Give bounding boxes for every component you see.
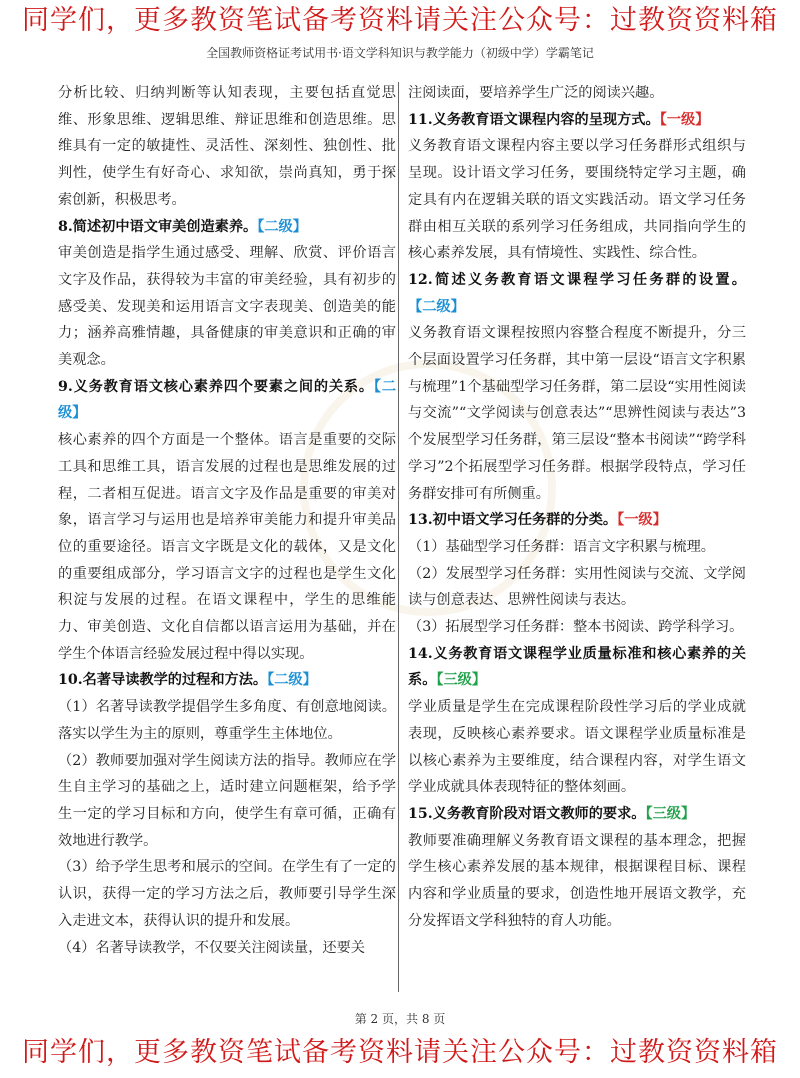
q11-level: 【一级】 bbox=[659, 111, 710, 128]
q9-title: 9.义务教育语文核心素养四个要素之间的关系。 bbox=[58, 378, 374, 395]
q15-level: 【三级】 bbox=[645, 805, 696, 822]
q14-title: 14.义务教育语文课程学业质量标准和核心素养的关系。 bbox=[408, 645, 746, 689]
q15-body: 教师要准确理解义务教育语文课程的基本理念，把握学生核心素养发展的基本规律，根据课程目标、课程内容和学业质量的要求，创造性地开展语文教学，充分发挥语文学科独特的育人功能。 bbox=[408, 832, 746, 929]
left-column bbox=[58, 80, 396, 961]
q8-body: 审美创造是指学生通过感受、理解、欣赏、评价语言文字及作品，获得较为丰富的审美经验，具有初步的感受美、发现美和运用语言文字表现美、创造美的能力；涵养高雅情趣，具备健康的审美意识和正确的审美观念。 bbox=[58, 245, 396, 369]
q8-title: 8.简述初中语文审美创造素养。 bbox=[58, 218, 258, 235]
q14-body: 学业质量是学生在完成课程阶段性学习后的学业成就表现，反映核心素养要求。语文课程学业质量标准是以核心素养为主要维度，结合课程内容，对学生语文学业成就具体表现特征的整体刻画。 bbox=[408, 699, 746, 796]
q12-title: 12.简述义务教育语文课程学习任务群的设置。 bbox=[408, 271, 746, 288]
book-subtitle: 全国教师资格证考试用书·语文学科知识与教学能力（初级中学）学霸笔记 bbox=[206, 46, 594, 60]
right-continuation: 注阅读面，要培养学生广泛的阅读兴趣。 bbox=[408, 85, 664, 101]
right-column bbox=[408, 80, 746, 935]
q9-body: 核心素养的四个方面是一个整体。语言是重要的交际工具和思维工具，语言发展的过程也是思维发展的过程，二者相互促进。语言文字及作品是重要的审美对象，语言学习与运用也是培养审美能力和提升审美品位的重要途径。语言文字既是文化的载体，又是文化的重要组成部分，学习语言文字的过程也是学生文化积淀与发展的过程。在语文课程中，学生的思维能力、审美创造、文化自信都以语言运用为基础，并在学生个体语言经验发展过程中得以实现。 bbox=[58, 432, 396, 662]
q8-level: 【二级】 bbox=[257, 218, 307, 235]
q10-item: （4）名著导读教学，不仅要关注阅读量，还要关 bbox=[58, 939, 365, 956]
q13-level: 【一级】 bbox=[617, 512, 667, 529]
q11-body: 义务教育语文课程内容主要以学习任务群形式组织与呈现。设计语文学习任务，要围绕特定学习主题，确定具有内在逻辑关联的语文实践活动。语文学习任务群由相互关联的系列学习任务组成，共同指向学生的核心素养发展，具有情境性、实践性、综合性。 bbox=[408, 138, 746, 262]
q12-level: 【二级】 bbox=[408, 298, 465, 315]
q13-title: 13.初中语文学习任务群的分类。 bbox=[408, 512, 618, 529]
page-number: 第 2 页，共 8 页 bbox=[354, 1012, 446, 1026]
q9-level: 【二级】 bbox=[58, 378, 397, 422]
left-intro: 分析比较、归纳判断等认知表现，主要包括直觉思维、形象思维、逻辑思维、辩证思维和创造思维。思维具有一定的敏捷性、灵活性、深刻性、独创性、批判性，使学生有好奇心、求知欲，崇尚真知，勇于探索创新，积极思考。 bbox=[58, 85, 396, 208]
q10-level: 【二级】 bbox=[267, 672, 317, 689]
q10-title: 10.名著导读教学的过程和方法。 bbox=[58, 672, 268, 689]
column-divider bbox=[398, 82, 399, 992]
q15-title: 15.义务教育阶段对语文教师的要求。 bbox=[408, 805, 646, 822]
q12-body: 义务教育语文课程按照内容整合程度不断提升，分三个层面设置学习任务群，其中第一层设“语言文字积累与梳理”1个基础型学习任务群，第二层设“实用性阅读与交流”“文学阅读与创意表达”“思辨性阅读与表达”3个发展型学习任务群，第三层设“整本书阅读”“跨学科学习”2个拓展型学习任务群。根据学段特点，学习任务群安排可有所侧重。 bbox=[408, 325, 746, 502]
top-banner: 同学们，更多教资笔试备考资料请关注公众号：过教资资料箱 bbox=[22, 5, 778, 36]
q14-level: 【三级】 bbox=[436, 672, 487, 689]
q11-title: 11.义务教育语文课程内容的呈现方式。 bbox=[408, 111, 660, 128]
q13-item: （2）发展型学习任务群：实用性阅读与交流、文学阅读与创意表达、思辨性阅读与表达。 bbox=[408, 565, 746, 609]
q10-item: （1）名著导读教学提倡学生多角度、有创意地阅读。落实以学生为主的原则，尊重学生主体地位。 bbox=[58, 699, 396, 742]
q10-item: （2）教师要加强对学生阅读方法的指导。教师应在学生自主学习的基础之上，适时建立问题框架，给予学生一定的学习目标和方向，使学生有章可循，正确有效地进行教学。 bbox=[58, 752, 396, 849]
q13-item: （1）基础型学习任务群：语言文字积累与梳理。 bbox=[408, 538, 715, 555]
q13-item: （3）拓展型学习任务群：整本书阅读、跨学科学习。 bbox=[408, 619, 744, 636]
q10-item: （3）给予学生思考和展示的空间。在学生有了一定的认识，获得一定的学习方法之后，教师要引导学生深入走进文本，获得认识的提升和发展。 bbox=[58, 859, 396, 929]
bottom-banner: 同学们，更多教资笔试备考资料请关注公众号：过教资资料箱 bbox=[22, 1037, 778, 1068]
